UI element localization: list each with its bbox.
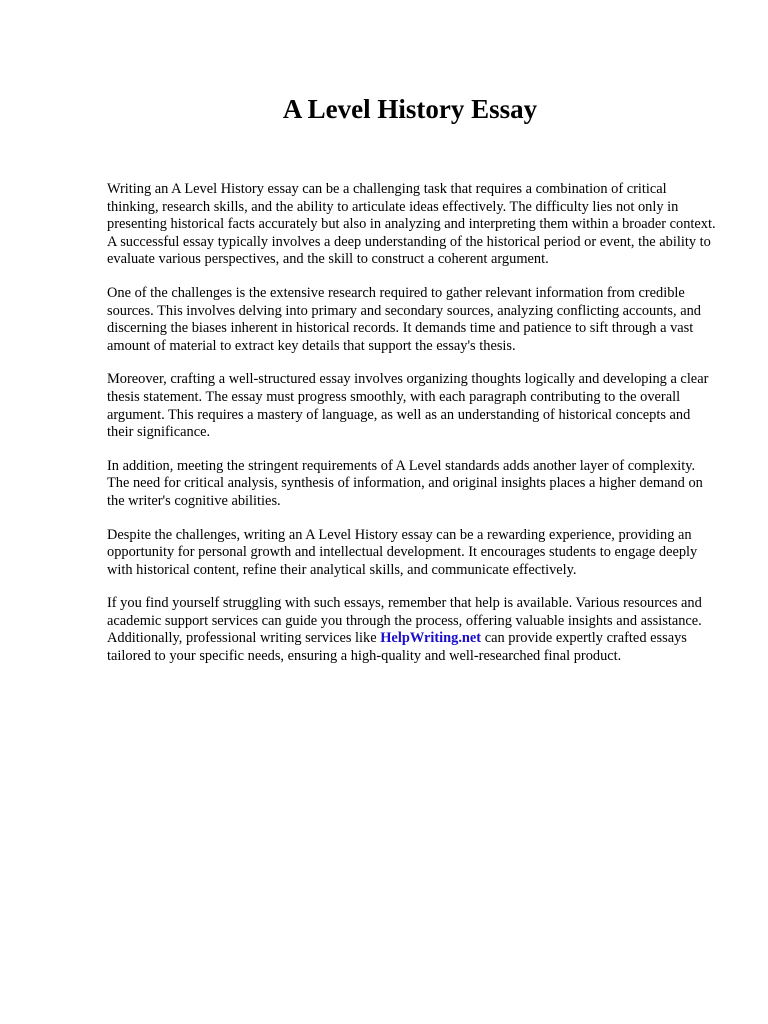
paragraph-1: Writing an A Level History essay can be a challenging task that requires a combination of critical thinking, research skills, and the ability to articulate ideas effectively. The difficulty lies not only in presenting historical facts accurately but also in analyzing and interpreting them within a broader context. A successful essay typically involves a deep understanding of the historical period or event, the ability to evaluate various perspectives, and the skill to construct a coherent argument. — [107, 181, 716, 268]
paragraph-6 — [107, 595, 719, 665]
paragraph-6-text-after-link: can provide expertly crafted essays tailored to your specific needs, ensuring a high-quality and well-researched final product. — [107, 630, 687, 665]
paragraph-6-text-before-link: If you find yourself struggling with such essays, remember that help is available. Various resources and academic support services can guide you through the process, offering valuable insights and assistance. Additionally, professional writing services like — [107, 595, 702, 647]
paragraph-3: Moreover, crafting a well-structured essay involves organizing thoughts logically and developing a clear thesis statement. The essay must progress smoothly, with each paragraph contributing to the overall argument. This requires a mastery of language, as well as an understanding of historical concepts and their significance. — [107, 371, 709, 441]
paragraph-5: Despite the challenges, writing an A Level History essay can be a rewarding experience, providing an opportunity for personal growth and intellectual development. It encourages students to engage deeply with historical content, refine their analytical skills, and communicate effectively. — [107, 526, 698, 578]
page-title: A Level History Essay — [282, 94, 538, 124]
paragraph-2: One of the challenges is the extensive research required to gather relevant information from credible sources. This involves delving into primary and secondary sources, analyzing conflicting accounts, and discerning the biases inherent in historical records. It demands time and patience to sift through a vast amount of material to extract key details that support the essay's thesis. — [107, 284, 701, 354]
helpwriting-link[interactable]: HelpWriting.net — [380, 630, 482, 647]
essay-body — [107, 181, 719, 682]
paragraph-4: In addition, meeting the stringent requirements of A Level standards adds another layer of complexity. The need for critical analysis, synthesis of information, and original insights places a higher demand on the writer's cognitive abilities. — [107, 457, 703, 509]
